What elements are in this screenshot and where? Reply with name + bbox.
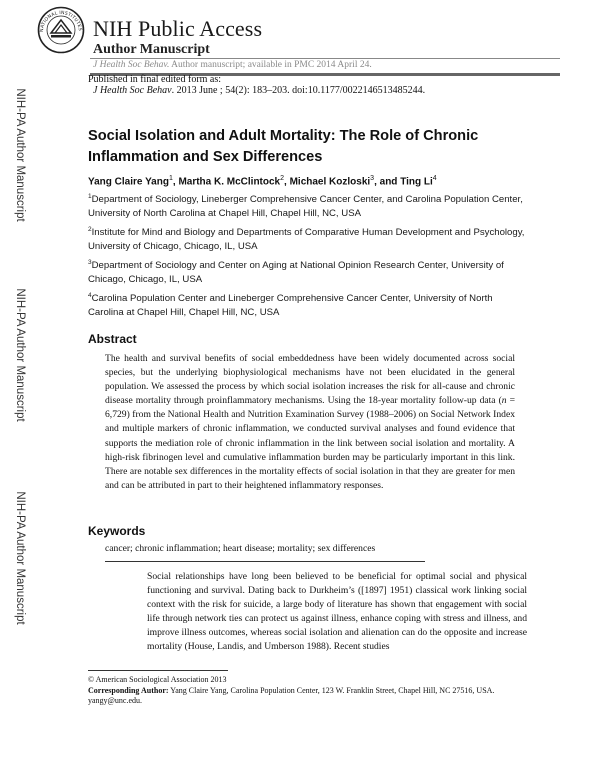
margin-label-1: NIH-PA Author Manuscript: [14, 88, 26, 222]
margin-label-2: NIH-PA Author Manuscript: [14, 288, 26, 422]
author-name: Yang Claire Yang: [88, 176, 169, 188]
author-name: Martha K. McClintock: [178, 176, 281, 188]
author-name: Ting Li: [400, 176, 433, 188]
header-rule: [90, 58, 560, 59]
copyright-note: © American Sociological Association 2013: [88, 675, 227, 684]
affiliation-4: $^4$Carolina Population Center and Lineberger Comprehensive Cancer Center, University of North Carolina at Chapel Hill, Chapel Hill, NC, USA: [88, 292, 493, 319]
abstract-heading: Abstract: [88, 332, 137, 346]
affiliation-1: $^1$Department of Sociology, Lineberger Comprehensive Cancer Center, and Carolina Population Center, University of North Carolina at Chapel Hill, Chapel Hill, NC, USA: [88, 193, 523, 220]
published-label: Published in final edited form as:: [88, 74, 222, 85]
keywords-heading: Keywords: [88, 524, 146, 538]
seal-text: NATIONAL INSTITUTES: [39, 10, 83, 33]
header-availability-note: J Health Soc Behav. Author manuscript; available in PMC 2014 April 24.: [93, 60, 372, 70]
paper-title: Social Isolation and Adult Mortality: The Role of Chronic Inflammation and Sex Differences: [88, 128, 479, 165]
intro-paragraph: Social relationships have long been believed to be beneficial for optimal social and physical functioning and survival. Dating back to Durkheim’s ([1897] 1951) classical work linking social context with the risk for suicide, a large body of literature has shown that engagement with social life through network ties can protect us against illness, enhance coping with stress and illness, and improve illness outcomes, whereas social isolation and alienation can do the opposite and increase mortality (House, Landis, and Umberson 1988). Recent studies: [147, 571, 527, 653]
abstract-body: The health and survival benefits of social embeddedness have been widely documented across social species, but the underlying biophysiological mechanisms have not been elucidated in the general population. We assessed the process by which social isolation increases the risk for all-cause and chronic disease mortality through proinflammatory mechanisms. Using the 18-year mortality follow-up data (n = 6,729) from the National Health and Nutrition Examination Survey (1988–2006) on Social Network Index and multiple markers of chronic inflammation, we conducted survival analyses and found evidence that supports the mediation role of chronic inflammation in the link between social isolation and mortality. A high-risk fibrinogen level and cumulative inflammation burden may be particularly important in this link. There are notable sex differences in the mortality effects of social isolation in that they are greater for men and can be attributed in part to their heightened inflammatory responses.: [105, 353, 515, 491]
affiliation-2: $^2$Institute for Mind and Biology and Departments of Comparative Human Development and Psychology, University of Chicago, Chicago, IL, USA: [88, 226, 525, 253]
header-title: NIH Public Access: [93, 16, 263, 41]
nih-seal-logo: [37, 6, 85, 54]
published-citation: J Health Soc Behav. 2013 June ; 54(2): 183–203. doi:10.1177/0022146513485244.: [93, 85, 426, 96]
header-subtitle: Author Manuscript: [93, 42, 210, 57]
keywords-list: cancer; chronic inflammation; heart disease; mortality; sex differences: [105, 543, 376, 554]
author-list: Yang Claire Yang$^1$, Martha K. McClintock$^2$, Michael Kozloski$^3$, and Ting Li$^4$: [88, 175, 437, 188]
footnote-rule: [88, 670, 228, 671]
affiliation-3: $^3$Department of Sociology and Center on Aging at National Opinion Research Center, University of Chicago, Chicago, IL, USA: [88, 259, 504, 286]
corresponding-author-note: Corresponding Author: Yang Claire Yang, Carolina Population Center, 123 W. Franklin Street, Chapel Hill, NC 27516, USA. yangy@unc.edu.: [88, 686, 495, 705]
author-name: Michael Kozloski: [289, 176, 371, 188]
margin-label-3: NIH-PA Author Manuscript: [14, 491, 26, 625]
keywords-rule: [105, 561, 425, 562]
